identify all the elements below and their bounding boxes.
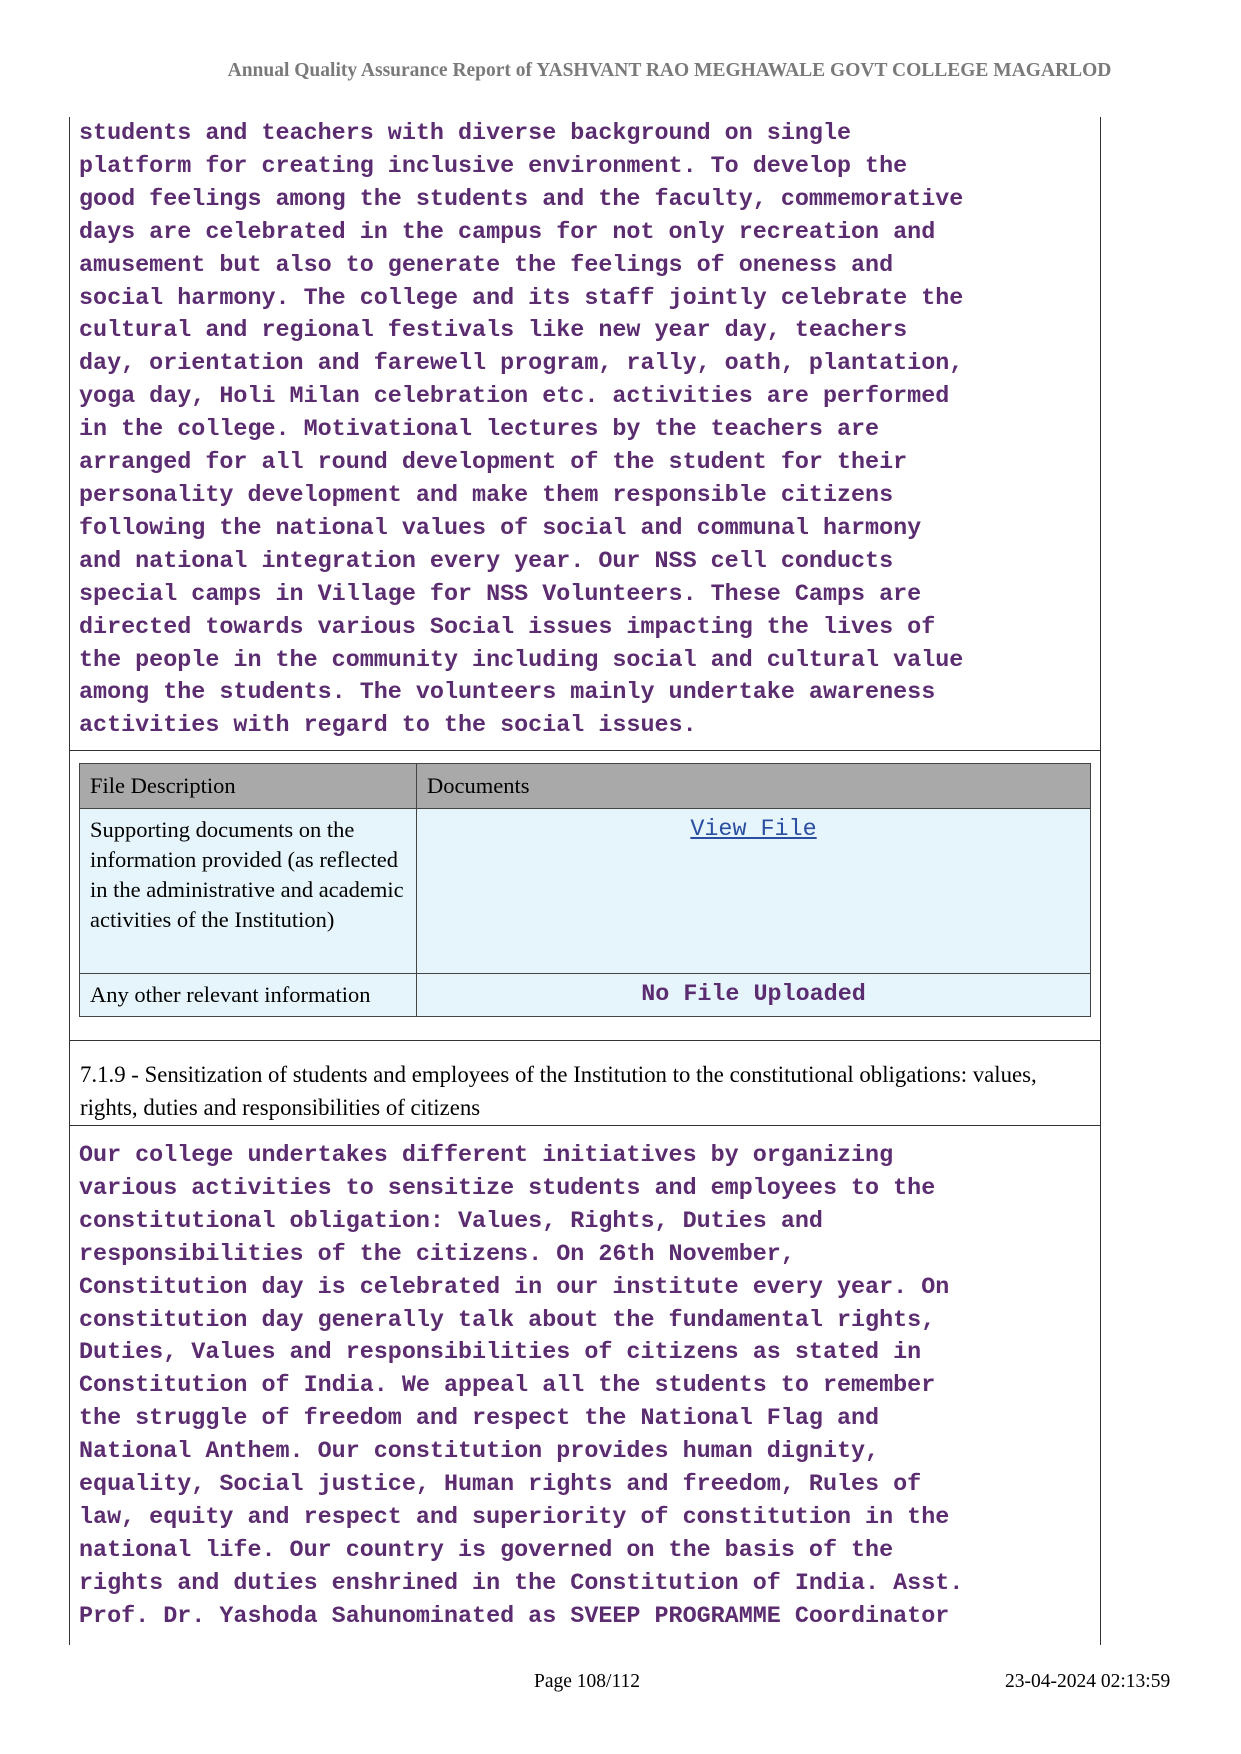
- text-line: the people in the community including social and cultural value: [79, 647, 964, 674]
- text-line: constitution day generally talk about the fundamental rights,: [79, 1307, 936, 1334]
- table-row: [80, 809, 1091, 974]
- view-file-link[interactable]: View File: [690, 817, 817, 843]
- text-line: in the college. Motivational lectures by the teachers are: [79, 417, 880, 444]
- text-line: day, orientation and farewell program, rally, oath, plantation,: [79, 351, 964, 378]
- report-header: Annual Quality Assurance Report of YASHVANT RAO MEGHAWALE GOVT COLLEGE MAGARLOD: [227, 60, 1112, 81]
- text-line: Duties, Values and responsibilities of citizens as stated in: [79, 1340, 922, 1367]
- text-line: the struggle of freedom and respect the National Flag and: [79, 1406, 880, 1433]
- text-line: equality, Social justice, Human rights and freedom, Rules of: [79, 1472, 922, 1499]
- text-line: days are celebrated in the campus for not only recreation and: [79, 219, 936, 246]
- text-line: among the students. The volunteers mainly undertake awareness: [79, 680, 936, 707]
- document-cell: [417, 974, 1091, 1017]
- text-line: rights and duties enshrined in the Constitution of India. Asst.: [79, 1570, 964, 1597]
- section1-text: [79, 118, 963, 743]
- table-header-file-description: File Description: [80, 764, 417, 809]
- text-line: directed towards various Social issues impacting the lives of: [79, 614, 936, 641]
- text-line: arranged for all round development of the student for their: [79, 450, 908, 477]
- text-line: yoga day, Holi Milan celebration etc. activities are performed: [79, 384, 950, 411]
- divider: [69, 750, 1101, 751]
- text-line: personality development and make them responsible citizens: [79, 482, 894, 509]
- text-line: law, equity and respect and superiority of constitution in the: [79, 1504, 950, 1531]
- divider: [69, 1040, 1101, 1041]
- no-file-label: No File Uploaded: [641, 982, 866, 1008]
- text-line: and national integration every year. Our NSS cell conducts: [79, 548, 894, 575]
- text-line: activities with regard to the social issues.: [79, 713, 697, 740]
- page-number: Page 108/112: [534, 1671, 640, 1692]
- print-datetime: 23-04-2024 02:13:59: [1005, 1671, 1171, 1692]
- text-line: National Anthem. Our constitution provides human dignity,: [79, 1439, 880, 1466]
- divider: [69, 1125, 1101, 1126]
- text-line: Constitution of India. We appeal all the students to remember: [79, 1373, 936, 1400]
- file-description-cell: Supporting documents on the information provided (as reflected in the administrative and academic activities of the Institution): [80, 809, 417, 974]
- text-line: national life. Our country is governed on the basis of the: [79, 1537, 894, 1564]
- document-cell: [417, 809, 1091, 974]
- text-line: cultural and regional festivals like new year day, teachers: [79, 318, 908, 345]
- text-line: Prof. Dr. Yashoda Sahunominated as SVEEP PROGRAMME Coordinator: [79, 1603, 950, 1630]
- text-line: special camps in Village for NSS Volunteers. These Camps are: [79, 581, 922, 608]
- text-line: constitutional obligation: Values, Rights, Duties and: [79, 1208, 823, 1235]
- question-title: 7.1.9 - Sensitization of students and employees of the Institution to the constitutional obligations: values, rights, duties and responsibilities of citizens: [80, 1062, 1037, 1120]
- text-line: responsibilities of the citizens. On 26th November,: [79, 1241, 795, 1268]
- text-line: following the national values of social and communal harmony: [79, 515, 922, 542]
- file-description-cell: Any other relevant information: [80, 974, 417, 1017]
- text-line: various activities to sensitize students and employees to the: [79, 1175, 936, 1202]
- text-line: social harmony. The college and its staff jointly celebrate the: [79, 285, 964, 312]
- text-line: Constitution day is celebrated in our institute every year. On: [79, 1274, 950, 1301]
- text-line: good feelings among the students and the faculty, commemorative: [79, 186, 964, 213]
- table-row: [80, 974, 1091, 1017]
- text-line: students and teachers with diverse background on single: [79, 121, 852, 147]
- text-line: amusement but also to generate the feelings of oneness and: [79, 252, 894, 279]
- table-header-row: [80, 764, 1091, 809]
- section2-text: [79, 1140, 963, 1634]
- table-header-documents: Documents: [417, 764, 1091, 809]
- file-table: [79, 763, 1091, 1017]
- text-line: platform for creating inclusive environment. To develop the: [79, 153, 908, 180]
- text-line: Our college undertakes different initiatives by organizing: [79, 1143, 894, 1169]
